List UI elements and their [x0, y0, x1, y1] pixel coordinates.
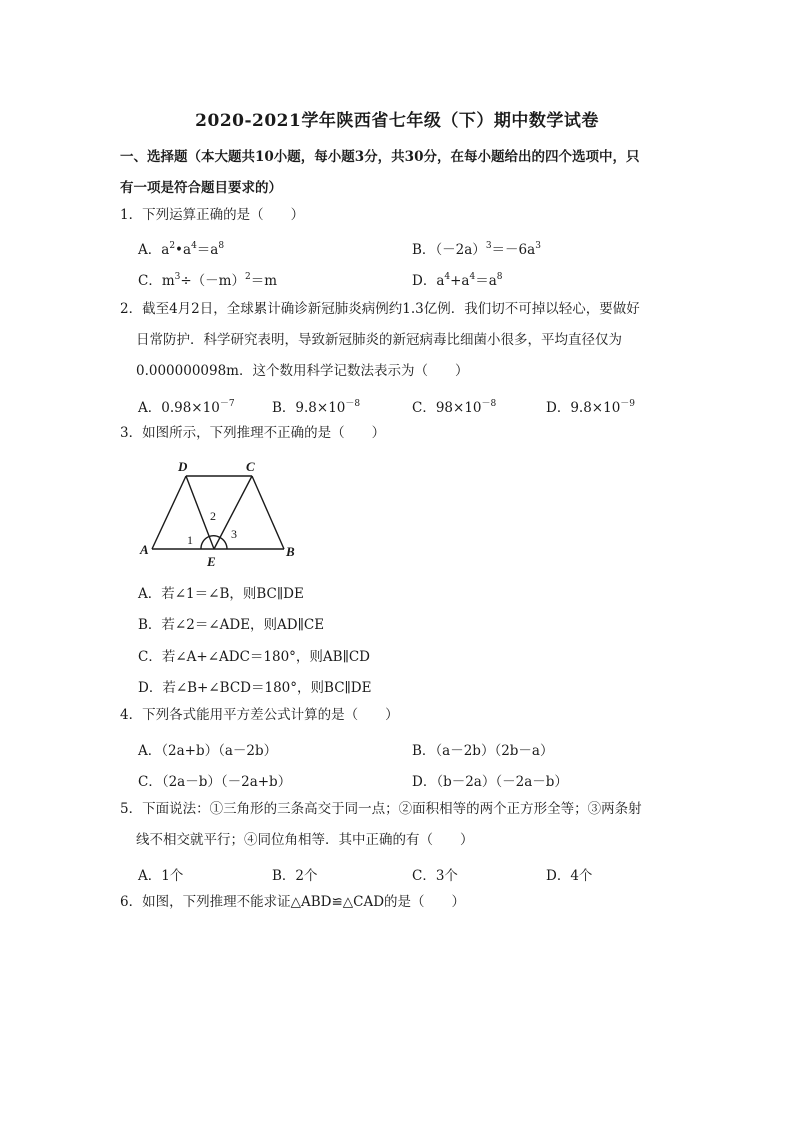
question-5-stem: [120, 794, 680, 856]
question-3-option-d: D．若∠B+∠BCD＝180°，则BC∥DE: [138, 680, 372, 696]
question-3-figure: [138, 456, 308, 570]
question-5-option-d: D．4个: [546, 868, 593, 884]
question-2-line3: 0.000000098m．这个数用科学记数法表示为（ ）: [136, 363, 469, 379]
question-2-option-c: C．$98\times 10^{-8}$: [412, 399, 497, 416]
question-2-option-d: D．$9.8\times 10^{-9}$: [546, 399, 636, 416]
question-6-stem: 6．如图，下列推理不能求证△ABD≌△CAD的是（ ）: [120, 894, 466, 910]
label-angle-1: 1: [187, 533, 193, 547]
question-1-option-d: D．$a^4+a^4=a^8$: [412, 272, 503, 289]
question-4-option-b: B．（a－2b）（2b－a）: [412, 743, 554, 759]
question-5-line2: 线不相交就平行；④同位角相等．其中正确的有（ ）: [136, 832, 474, 848]
question-4-stem: 4．下列各式能用平方差公式计算的是（ ）: [120, 707, 399, 723]
label-b: B: [286, 544, 295, 559]
label-angle-2: 2: [210, 509, 216, 523]
question-5-option-a: A．1个: [138, 868, 184, 884]
question-4-option-d: D．（b－2a）（－2a－b）: [412, 774, 568, 790]
question-2-line1: 2．截至4月2日，全球累计确诊新冠肺炎病例约1.3亿例．我们切不可掉以轻心，要做好: [120, 301, 640, 317]
question-4-option-c: C．（2a－b）（－2a+b）: [138, 774, 292, 790]
angle-2-arc: [209, 536, 220, 538]
question-3-option-b: B．若∠2＝∠ADE，则AD∥CE: [138, 617, 325, 633]
question-5-line1: 5．下面说法：①三角形的三条高交于同一点；②面积相等的两个正方形全等；③两条射: [120, 801, 642, 817]
question-3-option-a: A．若∠1＝∠B，则BC∥DE: [138, 586, 304, 602]
angle-3-arc: [220, 538, 227, 550]
question-3-stem: 3．如图所示，下列推理不正确的是（ ）: [120, 425, 386, 441]
question-3-option-c: C．若∠A+∠ADC＝180°，则AB∥CD: [138, 649, 370, 665]
question-2-stem: [120, 294, 680, 387]
question-5-option-c: C．3个: [412, 868, 458, 884]
section-header: [120, 142, 680, 204]
question-1-option-b: B．$(-2a)^3=-6a^3$: [412, 241, 541, 258]
question-1-option-c: C．$m^3\div(-m)^2=m$: [138, 272, 278, 289]
question-5-option-b: B．2个: [272, 868, 318, 884]
segment-ad: [152, 476, 186, 549]
question-1-stem: 1．下列运算正确的是（ ）: [120, 207, 305, 223]
page-title: 2020-2021学年陕西省七年级（下）期中数学试卷: [195, 111, 599, 131]
question-2-line2: 日常防护．科学研究表明，导致新冠肺炎的新冠病毒比细菌小很多，平均直径仅为: [136, 332, 622, 348]
question-2-option-b: B．$9.8\times 10^{-8}$: [272, 399, 361, 416]
segment-cb: [252, 476, 284, 549]
label-a: A: [140, 542, 149, 557]
label-c: C: [246, 459, 255, 474]
angle-1-arc: [201, 537, 209, 550]
label-d: D: [178, 459, 188, 474]
question-2-option-a: A．$0.98\times 10^{-7}$: [138, 399, 235, 416]
section-header-line2: 有一项是符合题目要求的）: [120, 180, 282, 196]
label-e: E: [207, 554, 216, 569]
question-1-option-a: A．$a^2•a^4=a^8$: [138, 241, 225, 258]
label-angle-3: 3: [231, 527, 237, 541]
section-header-line1: 一、选择题（本大题共10小题，每小题3分，共30分，在每小题给出的四个选项中，只: [120, 149, 640, 165]
question-4-option-a: A．（2a+b）（a－2b）: [138, 743, 278, 759]
